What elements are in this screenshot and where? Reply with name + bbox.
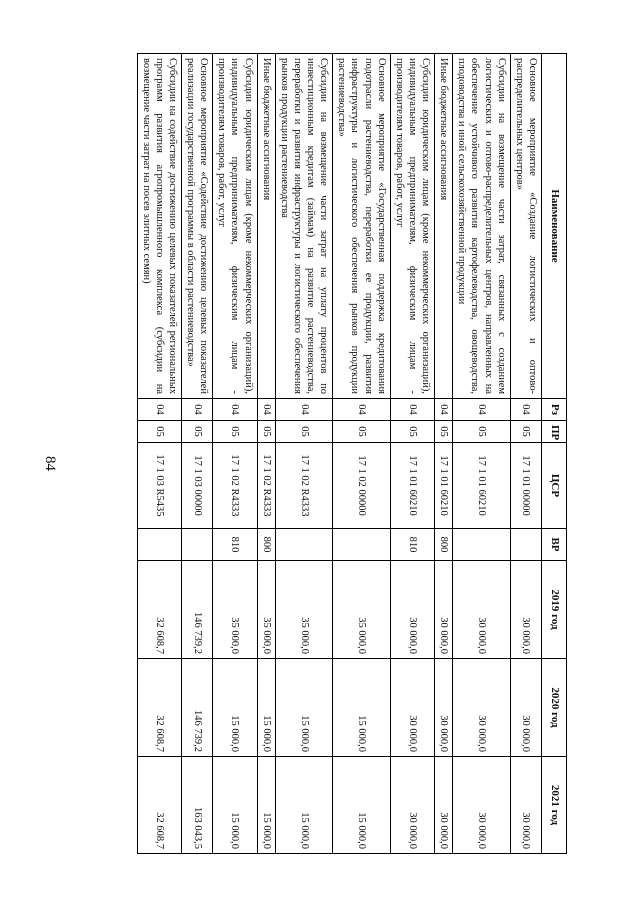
cell-2021: 15 000,0 <box>333 757 391 854</box>
header-vr: ВР <box>542 529 567 561</box>
cell-2020: 30 000,0 <box>453 659 511 757</box>
cell-rz: 04 <box>182 399 213 421</box>
cell-2020: 15 000,0 <box>333 659 391 757</box>
cell-csr: 17 1 01 60210 <box>435 443 453 529</box>
cell-pr: 05 <box>257 421 275 443</box>
cell-pr: 05 <box>182 421 213 443</box>
cell-2019: 30 000,0 <box>510 561 541 659</box>
cell-2021: 30 000,0 <box>510 757 541 854</box>
cell-vr <box>275 529 333 561</box>
cell-vr <box>333 529 391 561</box>
cell-2019: 32 608,7 <box>137 561 181 659</box>
cell-2019: 146 739,2 <box>182 561 213 659</box>
cell-csr: 17 1 01 00000 <box>510 443 541 529</box>
header-csr: ЦСР <box>542 443 567 529</box>
cell-name: Субсидии на возмещение части затрат, связанных с созданием логистических и оптово-распределительных центров, направленных на обеспечение устойчивого развития картофелеводства, овощеводства, плодоводства и иной сельскохозяйственной продукции <box>453 54 511 399</box>
cell-2019: 30 000,0 <box>390 561 434 659</box>
cell-2020: 146 739,2 <box>182 659 213 757</box>
cell-vr <box>510 529 541 561</box>
cell-2019: 30 000,0 <box>435 561 453 659</box>
table-row <box>182 54 213 854</box>
cell-rz: 04 <box>213 399 257 421</box>
cell-2020: 32 608,7 <box>137 659 181 757</box>
cell-rz: 04 <box>390 399 434 421</box>
cell-2021: 30 000,0 <box>390 757 434 854</box>
header-2020: 2020 год <box>542 659 567 757</box>
cell-rz: 04 <box>275 399 333 421</box>
cell-2020: 15 000,0 <box>213 659 257 757</box>
table-row <box>257 54 275 854</box>
budget-table-container <box>97 53 567 853</box>
cell-pr: 05 <box>510 421 541 443</box>
cell-vr <box>453 529 511 561</box>
cell-vr: 800 <box>435 529 453 561</box>
cell-rz: 04 <box>137 399 181 421</box>
cell-rz: 04 <box>257 399 275 421</box>
table-row <box>213 54 257 854</box>
cell-csr: 17 1 03 00000 <box>182 443 213 529</box>
table-header-row <box>542 54 567 854</box>
budget-table <box>137 53 567 854</box>
table-row <box>510 54 541 854</box>
cell-vr: 810 <box>390 529 434 561</box>
cell-2019: 35 000,0 <box>275 561 333 659</box>
cell-rz: 04 <box>333 399 391 421</box>
cell-2021: 30 000,0 <box>453 757 511 854</box>
cell-csr: 17 1 02 R4333 <box>257 443 275 529</box>
cell-name: Основное мероприятие «Создание логистических и оптово-распределительных центров» <box>510 54 541 399</box>
cell-name: Основное мероприятие «Государственная поддержка кредитования подотрасли растениеводства, переработки ее продукции, развития инфраструктуры и логистического обеспечения рынков продукции растениеводства» <box>333 54 391 399</box>
cell-2021: 32 608,7 <box>137 757 181 854</box>
cell-2020: 30 000,0 <box>390 659 434 757</box>
cell-name: Иные бюджетные ассигнования <box>257 54 275 399</box>
cell-rz: 04 <box>510 399 541 421</box>
cell-csr: 17 1 02 R4333 <box>275 443 333 529</box>
cell-pr: 05 <box>435 421 453 443</box>
header-pr: ПР <box>542 421 567 443</box>
cell-2020: 30 000,0 <box>435 659 453 757</box>
cell-name: Иные бюджетные ассигнования <box>435 54 453 399</box>
cell-2021: 15 000,0 <box>213 757 257 854</box>
cell-name: Субсидии юридическим лицам (кроме некоммерческих организаций), индивидуальным предпринимателям, физическим лицам - производителям товаров, работ, услуг <box>390 54 434 399</box>
table-row <box>453 54 511 854</box>
table-row <box>275 54 333 854</box>
cell-name: Субсидии юридическим лицам (кроме некоммерческих организаций), индивидуальным предпринимателям, физическим лицам - производителям товаров, работ, услуг <box>213 54 257 399</box>
cell-vr <box>137 529 181 561</box>
header-2019: 2019 год <box>542 561 567 659</box>
cell-name: Основное мероприятие «Содействие достижению целевых показателей реализации государственной программы в области растениеводства» <box>182 54 213 399</box>
cell-2019: 35 000,0 <box>257 561 275 659</box>
cell-pr: 05 <box>390 421 434 443</box>
cell-rz: 04 <box>435 399 453 421</box>
cell-pr: 05 <box>275 421 333 443</box>
cell-pr: 05 <box>453 421 511 443</box>
cell-pr: 05 <box>333 421 391 443</box>
header-rz: Рз <box>542 399 567 421</box>
cell-2019: 30 000,0 <box>453 561 511 659</box>
cell-2021: 163 043,5 <box>182 757 213 854</box>
cell-csr: 17 1 02 R4333 <box>213 443 257 529</box>
cell-2019: 35 000,0 <box>333 561 391 659</box>
cell-csr: 17 1 01 60210 <box>453 443 511 529</box>
cell-2020: 30 000,0 <box>510 659 541 757</box>
cell-name: Субсидии на содействие достижению целевых показателей региональных программ развития агропромышленного комплекса (субсидии на возмещение части затрат на посев элитных семян) <box>137 54 181 399</box>
table-row <box>435 54 453 854</box>
header-2021: 2021 год <box>542 757 567 854</box>
cell-rz: 04 <box>453 399 511 421</box>
page-number: 84 <box>42 456 58 471</box>
cell-2019: 35 000,0 <box>213 561 257 659</box>
table-row <box>137 54 181 854</box>
cell-csr: 17 1 02 00000 <box>333 443 391 529</box>
cell-2021: 15 000,0 <box>275 757 333 854</box>
cell-2020: 15 000,0 <box>257 659 275 757</box>
cell-vr: 810 <box>213 529 257 561</box>
cell-pr: 05 <box>213 421 257 443</box>
table-row <box>390 54 434 854</box>
cell-csr: 17 1 03 R5435 <box>137 443 181 529</box>
cell-2020: 15 000,0 <box>275 659 333 757</box>
cell-2021: 30 000,0 <box>435 757 453 854</box>
cell-vr <box>182 529 213 561</box>
cell-csr: 17 1 01 60210 <box>390 443 434 529</box>
cell-name: Субсидии на возмещение части затрат на уплату процентов по инвестиционным кредитам (займам) на развитие растениеводства, переработки и развития инфраструктуры и логистического обеспечения рынков продукции растениеводства <box>275 54 333 399</box>
cell-2021: 15 000,0 <box>257 757 275 854</box>
cell-vr: 800 <box>257 529 275 561</box>
header-name: Наименование <box>542 54 567 399</box>
table-row <box>333 54 391 854</box>
cell-pr: 05 <box>137 421 181 443</box>
